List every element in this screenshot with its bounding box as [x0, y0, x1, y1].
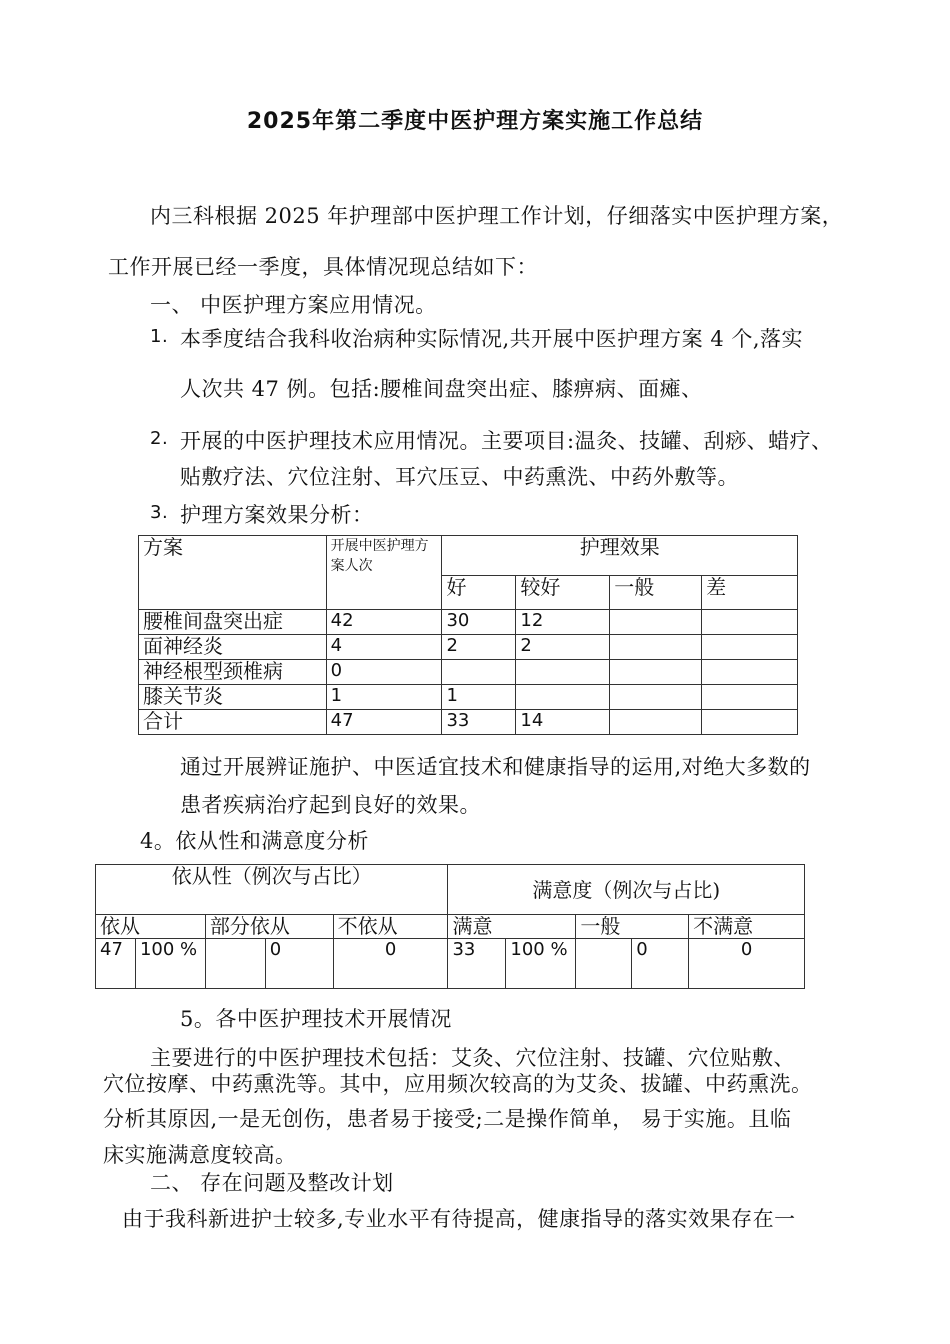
after-table-line-2: 患者疾病治疗起到良好的效果。 [180, 793, 481, 817]
item-5-heading: 5。各中医护理技术开展情况 [180, 1007, 452, 1031]
header-effect: 护理效果 [442, 536, 798, 576]
table-row [139, 635, 798, 660]
para5-line-3: 分析其原因,一是无创伤，患者易于接受;二是操作简单， 易于实施。且临 [103, 1107, 792, 1131]
header-satisfaction: 满意度（例次与占比) [448, 865, 805, 915]
header-comply: 依从 [96, 915, 206, 939]
page-title: 2025年第二季度中医护理方案实施工作总结 [246, 109, 704, 134]
compliance-satisfaction-table [95, 864, 805, 989]
row-normal [610, 635, 702, 660]
row-count: 0 [326, 660, 442, 685]
header-satisfied: 满意 [448, 915, 576, 939]
row-name: 合计 [139, 710, 327, 735]
row-fair: 14 [516, 710, 610, 735]
satisfied-count: 33 [448, 939, 506, 989]
row-good: 2 [442, 635, 516, 660]
row-good [442, 660, 516, 685]
item-2-line-1: 开展的中医护理技术应用情况。主要项目:温灸、技罐、刮痧、蜡疗、 [180, 429, 833, 453]
item-4-heading: 4。依从性和满意度分析 [140, 829, 369, 853]
comply-percent: 100 % [135, 939, 205, 989]
partial-percent: 0 [265, 939, 333, 989]
row-poor [702, 685, 798, 710]
header-unsatisfied: 不满意 [689, 915, 805, 939]
normal-percent: 0 [632, 939, 689, 989]
para5-line-2: 穴位按摩、中药熏洗等。其中，应用频次较高的为艾灸、拔罐、中药熏洗。 [103, 1072, 813, 1096]
header-compliance: 依从性（例次与占比） [96, 865, 448, 915]
header-partial: 部分依从 [205, 915, 333, 939]
header-normal: 一般 [610, 576, 702, 610]
section2-line-1: 由于我科新进护士较多,专业水平有待提高，健康指导的落实效果存在一 [122, 1207, 796, 1231]
nursing-effect-table [138, 535, 798, 735]
comply-count: 47 [96, 939, 136, 989]
intro-paragraph-line-2: 工作开展已经一季度，具体情况现总结如下： [108, 255, 538, 279]
row-poor [702, 660, 798, 685]
section-heading-1: 一、 中医护理方案应用情况。 [150, 293, 437, 317]
row-name: 面神经炎 [139, 635, 327, 660]
header-plan: 方案 [139, 536, 327, 610]
header-noncomply: 不依从 [333, 915, 448, 939]
row-poor [702, 610, 798, 635]
table-row [139, 660, 798, 685]
unsatisfied-value: 0 [689, 939, 805, 989]
row-name: 神经根型颈椎病 [139, 660, 327, 685]
row-good: 33 [442, 710, 516, 735]
header-count: 开展中医护理方案人次 [326, 536, 442, 610]
after-table-line-1: 通过开展辨证施护、中医适宜技术和健康指导的运用,对绝大多数的 [180, 755, 811, 779]
header-good: 好 [442, 576, 516, 610]
table-row [96, 939, 805, 989]
satisfied-percent: 100 % [506, 939, 576, 989]
row-poor [702, 710, 798, 735]
normal-count [576, 939, 632, 989]
row-fair [516, 660, 610, 685]
row-good: 1 [442, 685, 516, 710]
row-good: 30 [442, 610, 516, 635]
table-row [139, 685, 798, 710]
header-normal: 一般 [576, 915, 689, 939]
row-count: 42 [326, 610, 442, 635]
table-row-total [139, 710, 798, 735]
noncomply-value: 0 [333, 939, 448, 989]
row-normal [610, 685, 702, 710]
section-heading-2: 二、 存在问题及整改计划 [150, 1171, 394, 1195]
item-1-line-2: 人次共 47 例。包括:腰椎间盘突出症、膝痹病、面瘫、 [180, 377, 703, 401]
item-number-3: 3. [150, 502, 169, 523]
intro-paragraph-line-1: 内三科根据 2025 年护理部中医护理工作计划，仔细落实中医护理方案， [150, 204, 844, 228]
partial-count [205, 939, 265, 989]
header-poor: 差 [702, 576, 798, 610]
row-name: 腰椎间盘突出症 [139, 610, 327, 635]
row-count: 47 [326, 710, 442, 735]
item-1-line-1: 本季度结合我科收治病种实际情况,共开展中医护理方案 4 个,落实 [180, 327, 804, 351]
row-fair [516, 685, 610, 710]
row-normal [610, 660, 702, 685]
row-name: 膝关节炎 [139, 685, 327, 710]
row-fair: 2 [516, 635, 610, 660]
row-count: 1 [326, 685, 442, 710]
para5-line-1: 主要进行的中医护理技术包括：艾灸、穴位注射、技罐、穴位贴敷、 [150, 1046, 795, 1070]
item-3-text: 护理方案效果分析： [180, 503, 374, 527]
row-poor [702, 635, 798, 660]
row-fair: 12 [516, 610, 610, 635]
item-number-1: 1. [150, 326, 169, 347]
header-fair: 较好 [516, 576, 610, 610]
row-normal [610, 610, 702, 635]
table-row [139, 610, 798, 635]
row-normal [610, 710, 702, 735]
row-count: 4 [326, 635, 442, 660]
para5-line-4: 床实施满意度较高。 [103, 1143, 297, 1167]
item-number-2: 2. [150, 428, 169, 449]
item-2-line-2: 贴敷疗法、穴位注射、耳穴压豆、中药熏洗、中药外敷等。 [180, 465, 739, 489]
